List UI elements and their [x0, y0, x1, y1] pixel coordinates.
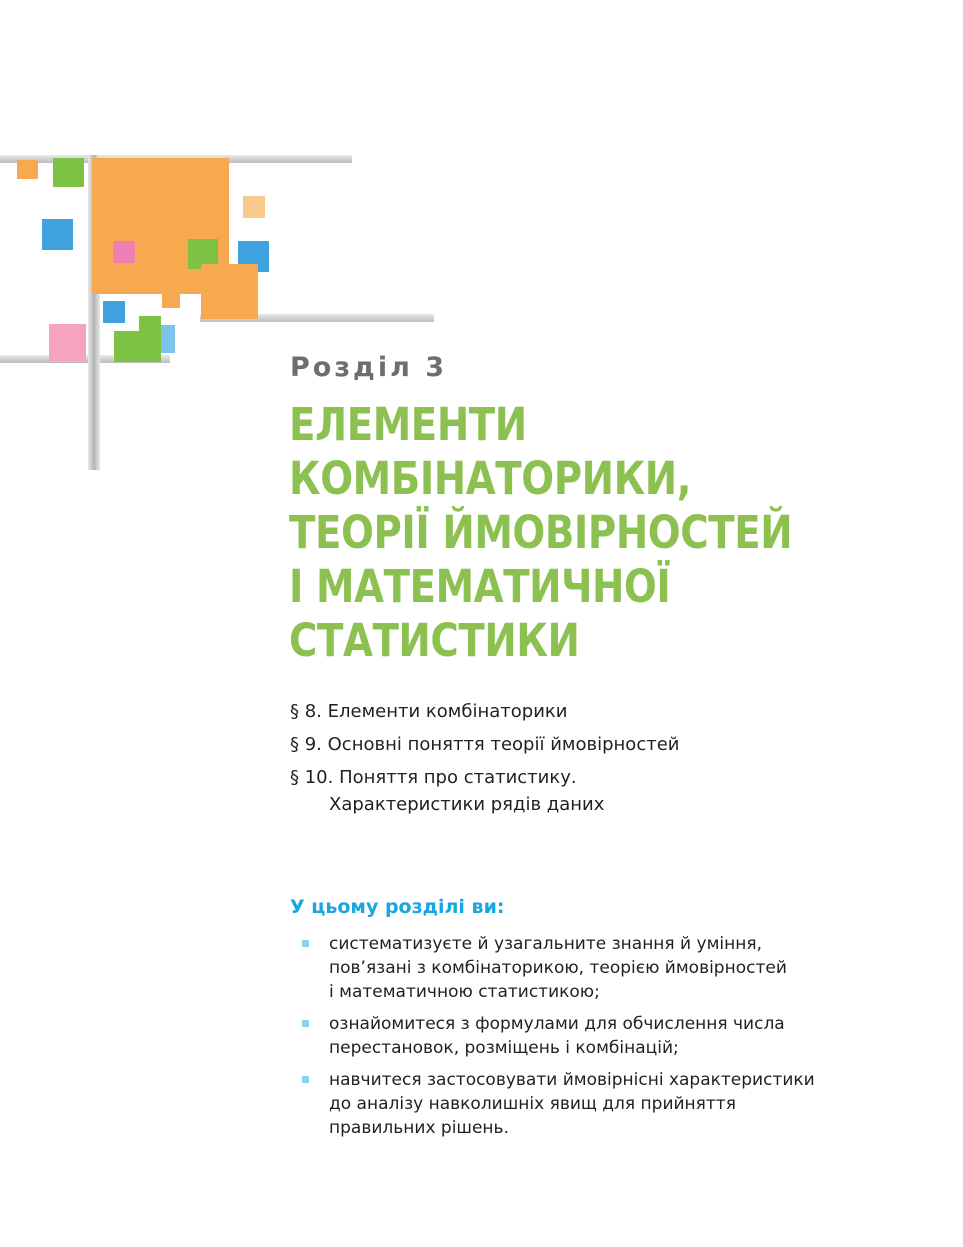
square-bullet-icon: [302, 1076, 309, 1083]
chapter-title-line: ТЕОРІЇ ЙМОВІРНОСТЕЙ: [289, 506, 793, 559]
goal-text-line: і математичною статистикою;: [329, 982, 600, 1002]
goal-text-line: правильних рішень.: [329, 1118, 509, 1138]
orange-square: [17, 160, 38, 179]
goal-text-line: ознайомитеся з формулами для обчислення числа: [329, 1014, 785, 1034]
goal-text-line: перестановок, розміщень і комбінацій;: [329, 1038, 679, 1058]
chapter-title-line: І МАТЕМАТИЧНОЇ: [289, 560, 671, 613]
table-of-contents: [290, 698, 890, 824]
pink-square: [49, 324, 86, 361]
goal-text-line: систематизуєте й узагальните знання й уміння,: [329, 934, 762, 954]
light-orange-square: [243, 196, 265, 218]
section-label: Розділ 3: [290, 352, 448, 383]
goal-text-line: до аналізу навколишніх явищ для прийняття: [329, 1094, 736, 1114]
list-item: [302, 932, 862, 1004]
toc-item-title: Поняття про статистику.: [339, 767, 577, 788]
toc-item-title: Основні поняття теорії ймовірностей: [327, 734, 680, 755]
magenta-square: [113, 241, 135, 263]
toc-item[interactable]: [290, 731, 890, 758]
light-blue-square: [161, 325, 175, 353]
list-item: [302, 1012, 862, 1060]
blue-square: [103, 301, 125, 323]
green-square: [114, 331, 161, 362]
toc-item-title: Елементи комбінаторики: [327, 701, 568, 722]
chapter-title-line: СТАТИСТИКИ: [289, 614, 580, 667]
chapter-title-line: ЕЛЕМЕНТИ: [289, 398, 527, 451]
toc-item[interactable]: [290, 764, 890, 818]
toc-item-number: § 9.: [290, 734, 322, 755]
blue-square: [42, 219, 73, 250]
orange-square: [201, 264, 258, 319]
goal-text-line: пов’язані з комбінаторикою, теорією ймовірностей: [329, 958, 787, 978]
list-item: [302, 1068, 862, 1140]
learning-goals-list: [302, 932, 862, 1148]
chapter-title-line: КОМБІНАТОРИКИ,: [289, 452, 692, 505]
orange-block-tab: [162, 290, 180, 308]
chapter-title: [289, 398, 909, 668]
toc-item-title-continuation: Характеристики рядів даних: [329, 794, 605, 815]
toc-item-number: § 8.: [290, 701, 322, 722]
intro-heading: У цьому розділі ви:: [290, 896, 505, 918]
square-bullet-icon: [302, 1020, 309, 1027]
green-square: [53, 158, 84, 187]
goal-text-line: навчитеся застосовувати ймовірнісні характеристики: [329, 1070, 815, 1090]
toc-item-number: § 10.: [290, 767, 334, 788]
square-bullet-icon: [302, 940, 309, 947]
toc-item[interactable]: [290, 698, 890, 725]
